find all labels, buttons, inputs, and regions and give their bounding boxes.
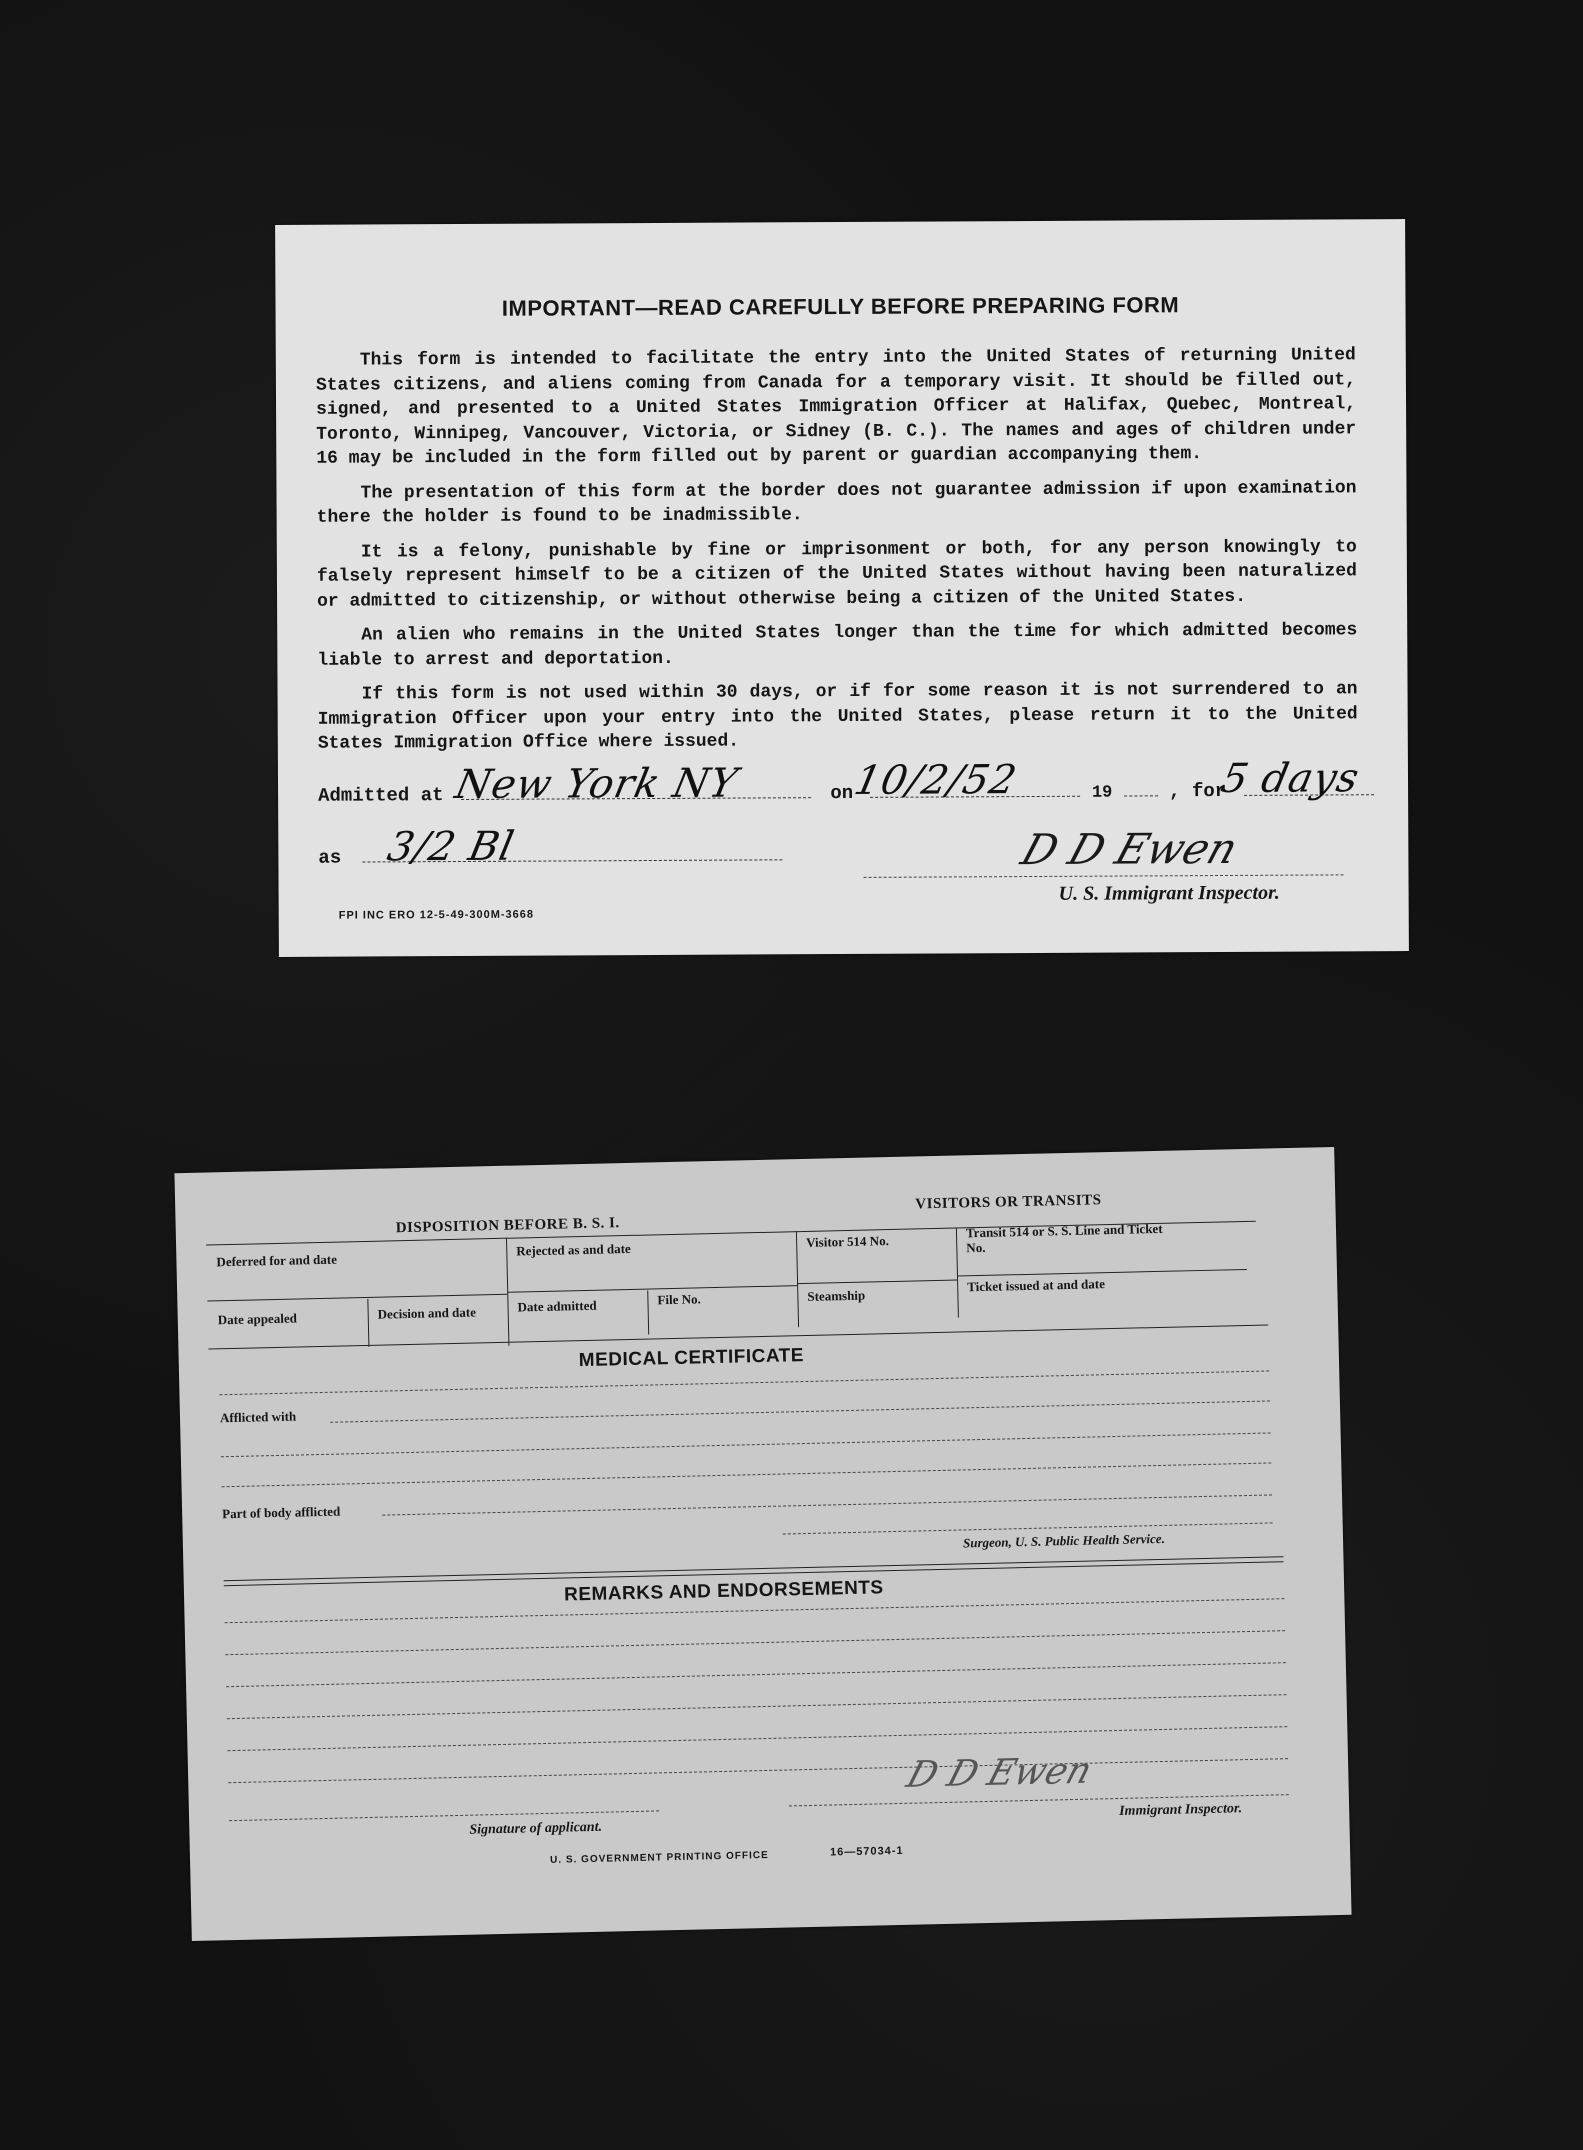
admission-date-value: 10/2/52 — [850, 757, 1021, 804]
instruction-paragraph: An alien who remains in the United States longer than the time for which admitted becomes liable to arrest and deportation. — [317, 620, 1358, 671]
steamship-label: Steamship — [807, 1287, 866, 1304]
surgeon-label: Surgeon, U. S. Public Health Service. — [962, 1530, 1166, 1551]
admitted-at-value: New York NY — [451, 760, 742, 809]
grid-divider — [796, 1231, 799, 1327]
form-dotted-line — [382, 1494, 1272, 1515]
decision-label: Decision and date — [377, 1304, 477, 1322]
inspector-title: U. S. Immigrant Inspector. — [1058, 881, 1280, 905]
medical-header: MEDICAL CERTIFICATE — [578, 1345, 805, 1372]
form-dotted-line — [221, 1432, 1271, 1457]
date-admitted-label: Date admitted — [517, 1297, 597, 1315]
form-dotted-line — [222, 1462, 1272, 1487]
inspector-signature-line — [864, 874, 1344, 878]
grid-row-rule — [207, 1294, 507, 1302]
instruction-paragraph: This form is intended to facilitate the entry into the United States of returning United States citizens, and aliens coming from Canada for a temporary visit. It should be filled out, signed, and presented to a United States Immigration Officer at Halifax, Quebec, Montreal, Toronto, Winnipeg, Vancouver, Victoria, or Sidney (B. C.). The names and ages of children under 16 may be included in the form filled out by parent or guardian accompanying them. — [315, 345, 1357, 469]
ticket-issued-label: Ticket issued at and date — [967, 1276, 1106, 1295]
remarks-header: REMARKS AND ENDORSEMENTS — [563, 1577, 884, 1606]
transit-514-label: Transit 514 or S. S. Line and Ticket No. — [965, 1220, 1163, 1256]
form-dotted-line — [227, 1694, 1287, 1719]
instruction-paragraph: If this form is not used within 30 days, or if for some reason it is not surrendered to an Immigration Officer upon your entry into the United States, please return it to the United States Immigration Office where issued. — [317, 679, 1358, 754]
instruction-paragraph: It is a felony, punishable by fine or imprisonment or both, for any person knowingly to falsely represent himself to be a citizen of the United States without having been naturalized or admitted to citizenship, or without otherwise being a citizen of the United States. — [316, 536, 1357, 612]
visitor-514-label: Visitor 514 No. — [805, 1233, 890, 1250]
deferred-label: Deferred for and date — [216, 1251, 338, 1270]
on-label: on — [830, 781, 854, 805]
afflicted-with-label: Afflicted with — [219, 1408, 297, 1426]
as-label: as — [318, 846, 342, 869]
applicant-signature-label: Signature of applicant. — [469, 1819, 603, 1838]
for-label: , for — [1169, 779, 1227, 803]
classification-value: 3/2 Bl — [383, 823, 519, 871]
form-dotted-line — [228, 1758, 1288, 1783]
body-part-label: Part of body afflicted — [222, 1503, 341, 1522]
disposition-header: DISPOSITION BEFORE B. S. I. — [395, 1215, 620, 1237]
printer-code: 16—57034-1 — [829, 1844, 904, 1859]
grid-row-rule — [507, 1285, 797, 1293]
form-code: FPI INC ERO 12-5-49-300M-3668 — [338, 908, 535, 922]
form-dotted-line — [226, 1662, 1286, 1687]
form-dotted-line — [330, 1400, 1270, 1422]
entry-form-back — [174, 1147, 1351, 1941]
entry-form-front — [275, 219, 1409, 957]
inspector-label: Immigrant Inspector. — [1118, 1801, 1243, 1819]
grid-row-rule — [797, 1280, 957, 1285]
form-dotted-line — [228, 1726, 1288, 1751]
visitors-header: VISITORS OR TRANSITS — [915, 1192, 1102, 1213]
file-no-label: File No. — [657, 1291, 701, 1308]
form-heading: IMPORTANT—READ CAREFULLY BEFORE PREPARING FORM — [501, 292, 1180, 321]
duration-value: 5 days — [1217, 755, 1364, 803]
form-dotted-line — [225, 1630, 1285, 1655]
inspector-signature: D D Ewen — [902, 1750, 1097, 1796]
instruction-paragraph: The presentation of this form at the border does not guarantee admission if upon examination there the holder is found to be inadmissible. — [316, 477, 1357, 528]
surgeon-signature-line — [783, 1522, 1273, 1534]
printer-line: U. S. GOVERNMENT PRINTING OFFICE — [549, 1849, 769, 1866]
year-line — [1124, 794, 1158, 796]
form-dotted-line — [219, 1370, 1269, 1395]
grid-divider — [367, 1299, 369, 1347]
grid-divider — [647, 1291, 649, 1335]
date-appealed-label: Date appealed — [217, 1310, 298, 1328]
admitted-at-label: Admitted at — [318, 784, 444, 807]
form-instructions — [316, 343, 1358, 766]
grid-divider — [956, 1228, 959, 1318]
inspector-signature: D D Ewen — [1015, 823, 1244, 875]
year-prefix: 19 — [1091, 783, 1113, 803]
rejected-label: Rejected as and date — [516, 1240, 631, 1259]
